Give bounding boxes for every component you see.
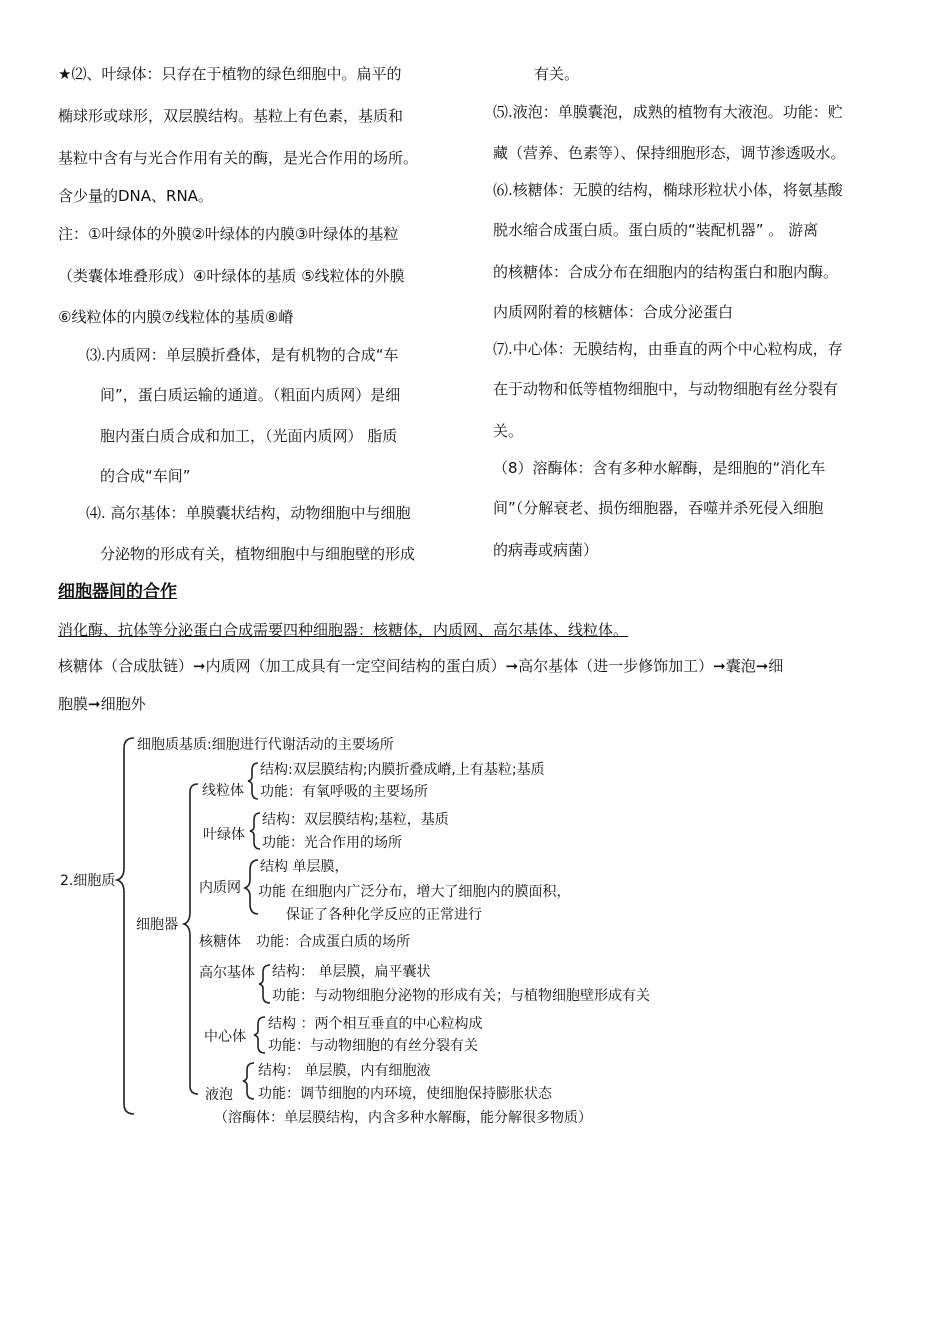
- chloroplast-line-2: 椭球形或球形，双层膜结构。基粒上有色素，基质和: [58, 107, 404, 125]
- vacuole-structure: 结构： 单层膜，内有细胞液: [258, 1063, 431, 1079]
- vacuole-function: 功能：调节细胞的内环境，使细胞保持膨胀状态: [258, 1086, 552, 1102]
- ribo-name: 核糖体: [199, 934, 241, 950]
- ribosome-line-4: 内质网附着的核糖体：合成分泌蛋白: [493, 303, 734, 321]
- organelle-label: 细胞器: [136, 917, 178, 933]
- cooperation-line-1: 消化酶、抗体等分泌蛋白合成需要四种细胞器：核糖体，内质网、高尔基体、线粒体。: [58, 621, 629, 639]
- centrosome-line-2: 在于动物和低等植物细胞中，与动物细胞有丝分裂有: [493, 380, 839, 398]
- golgi-function: 功能：与动物细胞分泌物的形成有关；与植物细胞壁形成有关: [272, 988, 650, 1004]
- centrosome-line-1: ⑺.中心体：无膜结构，由垂直的两个中心粒构成，存: [493, 340, 843, 358]
- er-function: 功能 在细胞内广泛分布，增大了细胞内的膜面积，: [258, 884, 571, 900]
- mito-structure: 结构:双层膜结构;内膜折叠成嵴,上有基粒;基质: [260, 762, 545, 778]
- chloro-structure: 结构：双层膜结构;基粒，基质: [262, 812, 449, 828]
- chloro-brace: [250, 813, 260, 849]
- lysosome-line-1: （8）溶酶体：含有多种水解酶，是细胞的“消化车: [493, 459, 826, 477]
- centrosome-line-3: 关。: [493, 422, 524, 440]
- er-line-1: ⑶.内质网：单层膜折叠体，是有机物的合成“车: [86, 346, 399, 364]
- lysosome-note: （溶酶体：单层膜结构，内含多种水解酶，能分解很多物质）: [214, 1110, 592, 1126]
- lysosome-line-2: 间”（分解衰老、损伤细胞器，吞噬并杀死侵入细胞: [493, 499, 824, 517]
- centro-brace: [254, 1017, 265, 1053]
- ribo-function: 功能：合成蛋白质的场所: [256, 934, 410, 950]
- er-structure: 结构 单层膜，: [260, 859, 349, 875]
- note-line-3: ⑥线粒体的内膜⑦线粒体的基质⑧嵴: [58, 308, 294, 326]
- vacuole-line-1: ⑸.液泡：单膜囊泡，成熟的植物有大液泡。功能：贮: [493, 103, 843, 121]
- golgi-line-2: 分泌物的形成有关，植物细胞中与细胞壁的形成: [100, 545, 416, 563]
- centro-name: 中心体: [204, 1029, 246, 1045]
- cooperation-line-2: 核糖体（合成肽链）➞内质网（加工成具有一定空间结构的蛋白质）➞高尔基体（进一步修饰加工）➞囊泡➞细: [58, 657, 784, 675]
- er-function-2: 保证了各种化学反应的正常进行: [286, 907, 482, 923]
- mito-name: 线粒体: [202, 783, 244, 799]
- golgi-name: 高尔基体: [199, 965, 255, 981]
- note-line-1: 注：①叶绿体的外膜②叶绿体的内膜③叶绿体的基粒: [58, 225, 399, 243]
- ribosome-line-3: 的核糖体：合成分布在细胞内的结构蛋白和胞内酶。: [493, 263, 839, 281]
- centro-structure: 结构 ：两个相互垂直的中心粒构成: [268, 1016, 483, 1032]
- chloro-name: 叶绿体: [203, 827, 245, 843]
- organelle-brace: [184, 784, 198, 1094]
- golgi-structure: 结构： 单层膜，扁平囊状: [272, 964, 431, 980]
- vacuole-brace: [243, 1063, 254, 1099]
- cooperation-line-3: 胞膜➞细胞外: [58, 695, 146, 713]
- mito-function: 功能：有氧呼吸的主要场所: [260, 784, 428, 800]
- note-line-2: （类囊体堆叠形成）④叶绿体的基质 ⑤线粒体的外膜: [58, 267, 405, 285]
- centro-function: 功能：与动物细胞的有丝分裂有关: [268, 1038, 478, 1054]
- diagram-root: 2.细胞质: [60, 873, 116, 889]
- matrix-label: 细胞质基质:细胞进行代谢活动的主要场所: [137, 737, 394, 753]
- chloroplast-line-4: 含少量的DNA、RNA。: [58, 187, 213, 205]
- vacuole-line-2: 藏（营养、色素等）、保持细胞形态，调节渗透吸水。: [493, 144, 846, 162]
- er-brace: [245, 860, 258, 914]
- er-line-2: 间”，蛋白质运输的通道。（粗面内质网）是细: [100, 386, 401, 404]
- golgi-brace: [259, 965, 270, 1003]
- cooperation-heading: 细胞器间的合作: [58, 582, 177, 602]
- golgi-line-end: 有关。: [534, 65, 580, 83]
- chloro-function: 功能：光合作用的场所: [262, 835, 402, 851]
- main-brace: [117, 738, 134, 1114]
- lysosome-line-3: 的病毒或病菌）: [493, 541, 599, 559]
- er-line-4: 的合成“车间”: [100, 467, 191, 485]
- ribosome-line-1: ⑹.核糖体：无膜的结构，椭球形粒状小体，将氨基酸: [493, 181, 843, 199]
- chloroplast-line-1: ★⑵、叶绿体：只存在于植物的绿色细胞中。扁平的: [58, 65, 402, 83]
- er-name: 内质网: [199, 880, 241, 896]
- er-line-3: 胞内蛋白质合成和加工，（光面内质网） 脂质: [100, 427, 398, 445]
- golgi-line-1: ⑷. 高尔基体：单膜囊状结构，动物细胞中与细胞: [86, 504, 411, 522]
- chloroplast-line-3: 基粒中含有与光合作用有关的酶，是光合作用的场所。: [58, 149, 419, 167]
- ribosome-line-2: 脱水缩合成蛋白质。蛋白质的“装配机器” 。 游离: [493, 221, 819, 239]
- mito-brace: [248, 763, 258, 799]
- vacuole-name: 液泡: [205, 1087, 233, 1103]
